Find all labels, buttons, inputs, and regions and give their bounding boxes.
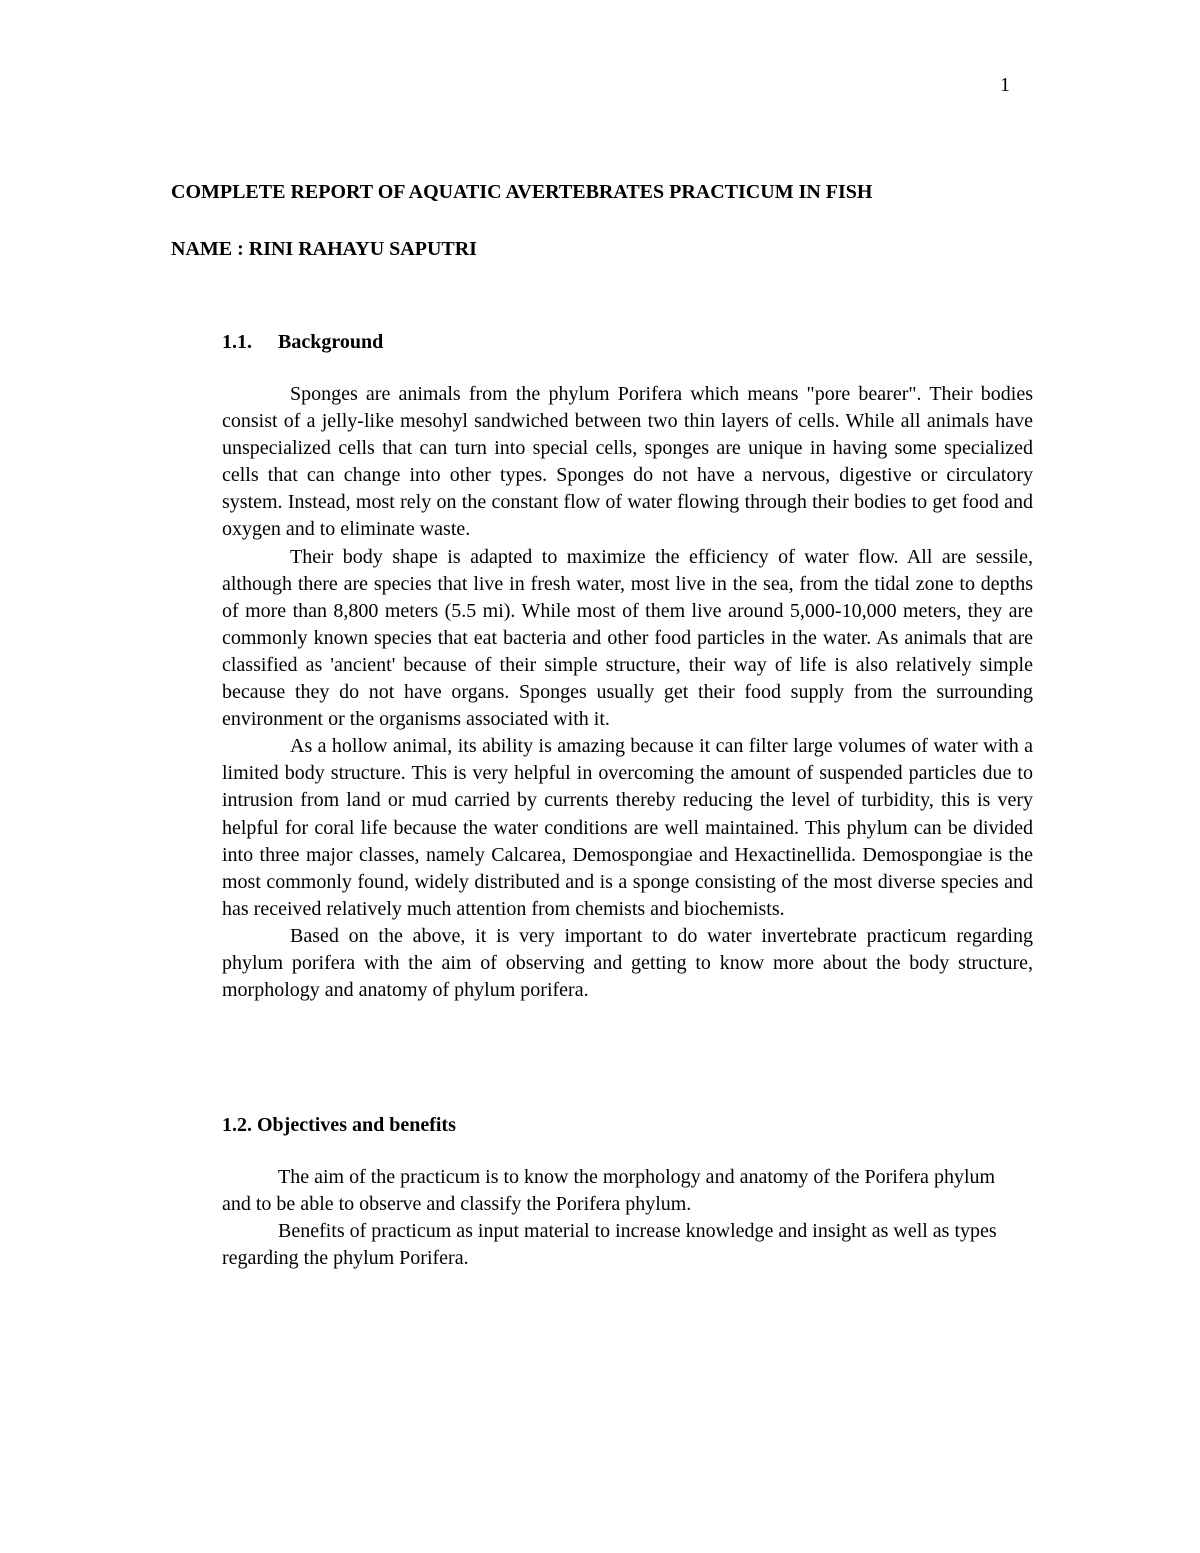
author-name: NAME : RINI RAHAYU SAPUTRI (171, 238, 477, 260)
section-number: 1.1. (222, 331, 252, 353)
section-heading-background (222, 331, 383, 354)
background-body (222, 381, 1033, 1004)
paragraph: Their body shape is adapted to maximize the efficiency of water flow. All are sessile, although there are species that live in fresh water, most live in the sea, from the tidal zone to depths of more than 8,800 meters (5.5 mi). While most of them live around 5,000-10,000 meters, they are commonly known species that eat bacteria and other food particles in the water. As animals that are classified as 'ancient' because of their simple structure, their way of life is also relatively simple because they do not have organs. Sponges usually get their food supply from the surrounding environment or the organisms associated with it. (222, 545, 1033, 731)
section-heading-objectives (222, 1114, 456, 1137)
page-number: 1 (1000, 74, 1010, 96)
paragraph: Based on the above, it is very important to do water invertebrate practicum regarding phylum porifera with the aim of observing and getting to know more about the body structure, morphology and anatomy of phylum porifera. (222, 924, 1033, 1002)
section-number: 1.2. (222, 1114, 252, 1136)
paragraph: As a hollow animal, its ability is amazing because it can filter large volumes of water with a limited body structure. This is very helpful in overcoming the amount of suspended particles due to intrusion from land or mud carried by currents thereby reducing the level of turbidity, this is very helpful for coral life because the water conditions are well maintained. This phylum can be divided into three major classes, namely Calcarea, Demospongiae and Hexactinellida. Demospongiae is the most commonly found, widely distributed and is a sponge consisting of the most diverse species and has received relatively much attention from chemists and biochemists. (222, 735, 1033, 920)
paragraph: The aim of the practicum is to know the morphology and anatomy of the Porifera phylum and to be able to observe and classify the Porifera phylum. (222, 1166, 996, 1216)
paragraph: Benefits of practicum as input material to increase knowledge and insight as well as types regarding the phylum Porifera. (222, 1220, 997, 1270)
section-title: Background (278, 331, 384, 353)
paragraph: Sponges are animals from the phylum Porifera which means "pore bearer". Their bodies consist of a jelly-like mesohyl sandwiched between two thin layers of cells. While all animals have unspecialized cells that can turn into special cells, sponges are unique in having some specialized cells that can change into other types. Sponges do not have a nervous, digestive or circulatory system. Instead, most rely on the constant flow of water flowing through their bodies to get food and oxygen and to eliminate waste. (222, 383, 1033, 541)
section-title: Objectives and benefits (257, 1114, 456, 1136)
objectives-body (222, 1164, 1002, 1272)
document-title: COMPLETE REPORT OF AQUATIC AVERTEBRATES PRACTICUM IN FISH (171, 181, 873, 203)
